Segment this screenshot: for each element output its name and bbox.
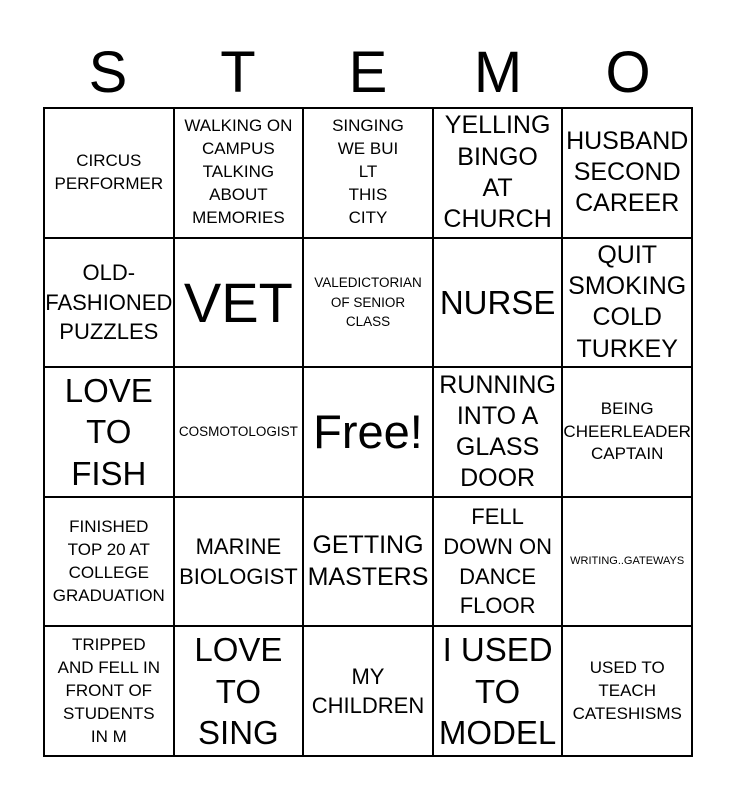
bingo-cell-text: WALKING ON CAMPUS TALKING ABOUT MEMORIES — [184, 116, 293, 228]
bingo-cell-text: RUNNING INTO A GLASS DOOR — [439, 370, 556, 493]
bingo-cell[interactable] — [562, 497, 692, 627]
header-letter: E — [348, 40, 388, 105]
bingo-cell-text: BEING CHEERLEADER CAPTAIN — [563, 398, 691, 464]
bingo-cell[interactable] — [562, 626, 692, 756]
bingo-cell-text: OLD- FASHIONED PUZZLES — [45, 259, 173, 345]
bingo-cell[interactable] — [562, 108, 692, 238]
bingo-cell[interactable] — [433, 108, 563, 238]
bingo-cell-text: NURSE — [439, 283, 556, 321]
bingo-cell-text: I USED TO MODEL — [438, 631, 557, 751]
bingo-cell[interactable] — [433, 367, 563, 497]
bingo-cell[interactable] — [303, 108, 433, 238]
bingo-cell-text: VALEDICTORIAN OF SENIOR CLASS — [314, 275, 422, 330]
bingo-cell[interactable] — [174, 497, 304, 627]
bingo-cell-text: GETTING MASTERS — [307, 531, 429, 591]
bingo-cell-text: Free! — [313, 405, 423, 459]
bingo-cell-text: COSMOTOLOGIST — [178, 424, 298, 440]
bingo-cell[interactable] — [44, 108, 174, 238]
bingo-cell[interactable] — [44, 626, 174, 756]
bingo-cell[interactable] — [433, 238, 563, 368]
bingo-cell[interactable] — [303, 367, 433, 497]
bingo-cell-text: LOVE TO FISH — [64, 372, 153, 492]
header-letter: S — [88, 40, 128, 105]
bingo-cell[interactable] — [562, 238, 692, 368]
bingo-cell-text: MY CHILDREN — [311, 663, 425, 719]
bingo-cell-text: HUSBAND SECOND CAREER — [566, 126, 689, 218]
bingo-cell-text: VET — [183, 270, 293, 334]
bingo-cell-text: SINGING WE BUI LT THIS CITY — [332, 116, 404, 228]
bingo-cell[interactable] — [174, 108, 304, 238]
bingo-cell[interactable] — [303, 238, 433, 368]
bingo-cell[interactable] — [44, 238, 174, 368]
header-letter: M — [473, 40, 523, 105]
bingo-cell-text: YELLING BINGO AT CHURCH — [443, 111, 552, 234]
bingo-cell[interactable] — [174, 367, 304, 497]
bingo-cell-text: MARINE BIOLOGIST — [179, 533, 298, 589]
bingo-cell[interactable] — [174, 238, 304, 368]
bingo-cell[interactable] — [44, 367, 174, 497]
bingo-board — [43, 107, 693, 757]
bingo-header — [43, 38, 693, 108]
bingo-cell-text: FELL DOWN ON DANCE FLOOR — [443, 504, 552, 619]
bingo-cell-text: LOVE TO SING — [194, 631, 283, 751]
bingo-cell-text: USED TO TEACH CATESHISMS — [572, 657, 682, 723]
bingo-cell[interactable] — [433, 497, 563, 627]
bingo-cell-text: QUIT SMOKING COLD TURKEY — [568, 240, 687, 363]
bingo-cell[interactable] — [562, 367, 692, 497]
bingo-cell-text: FINISHED TOP 20 AT COLLEGE GRADUATION — [52, 516, 165, 605]
bingo-cell-text: WRITING..GATEWAYS — [570, 555, 685, 567]
bingo-cell[interactable] — [174, 626, 304, 756]
bingo-cell-text: CIRCUS PERFORMER — [54, 150, 164, 193]
bingo-cell[interactable] — [303, 497, 433, 627]
header-letter: T — [220, 40, 256, 105]
header-letter: O — [605, 40, 651, 105]
bingo-cell[interactable] — [303, 626, 433, 756]
bingo-cell[interactable] — [433, 626, 563, 756]
bingo-cell-text: TRIPPED AND FELL IN FRONT OF STUDENTS IN M — [57, 634, 160, 746]
bingo-cell[interactable] — [44, 497, 174, 627]
